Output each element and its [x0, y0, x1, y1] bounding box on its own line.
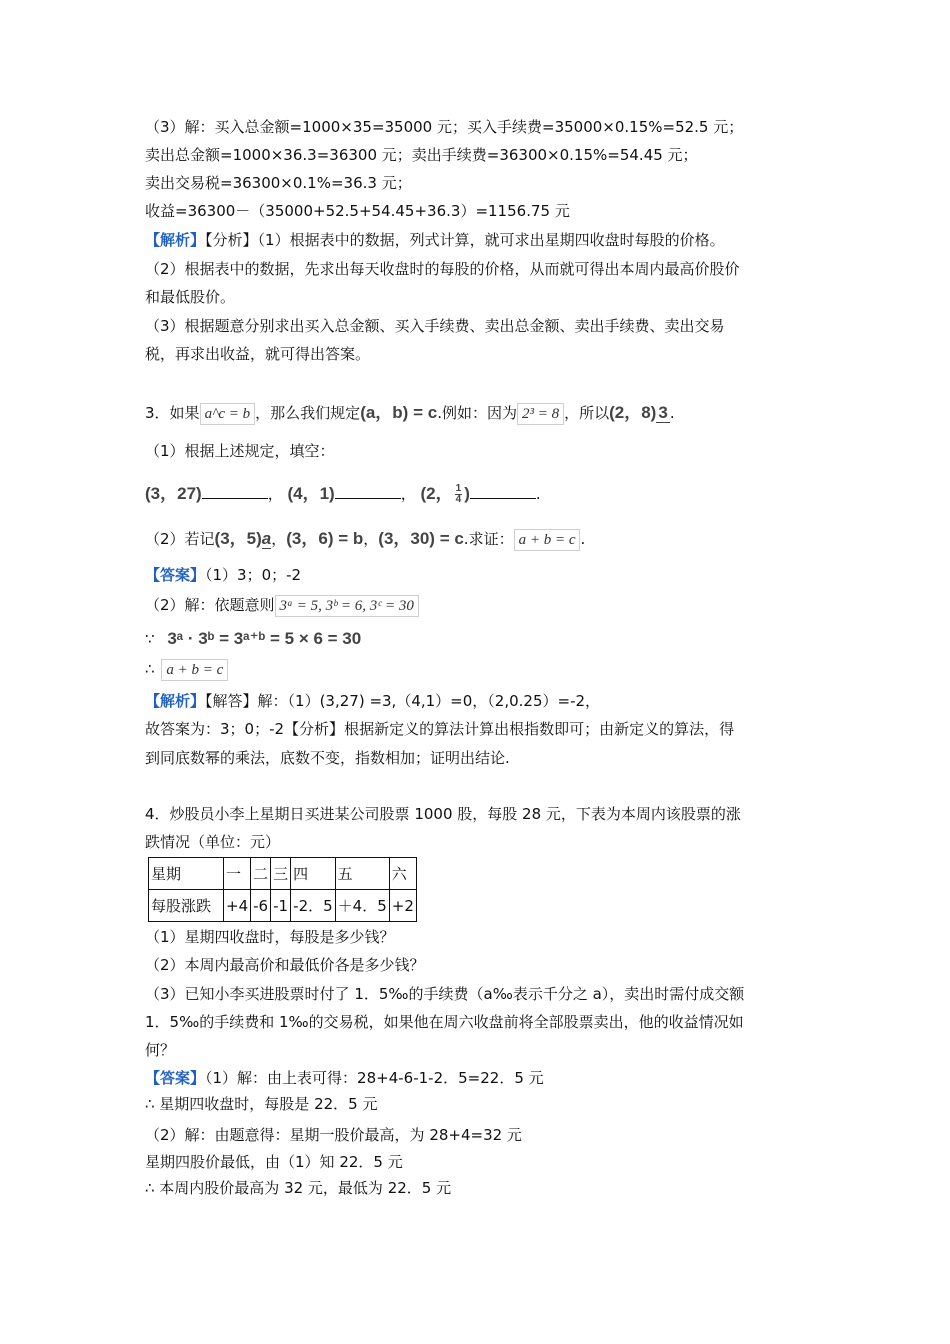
- q3-part2: [145, 526, 585, 552]
- solution-text: （2）解：依题意则: [145, 596, 275, 614]
- analysis-tag: 【解析】: [145, 692, 206, 710]
- comma: ，: [267, 485, 283, 503]
- table-row: [149, 890, 417, 922]
- q3-analysis-line-2: [145, 718, 734, 740]
- answer-blank[interactable]: [335, 484, 401, 499]
- frac-close: ): [464, 484, 470, 503]
- table-cell: -1: [271, 890, 291, 922]
- solve-tag: 【解答】: [205, 692, 258, 710]
- table-header-cell: 三: [271, 858, 291, 890]
- formula-prove: a + b = c: [514, 529, 581, 551]
- q4-answer-2: ∴ 星期四收盘时，每股是 22．5 元: [145, 1095, 378, 1113]
- analysis-text: 故答案为：3；0；-2: [145, 720, 285, 738]
- stock-change-table: [148, 857, 417, 922]
- q4-stem-1: [145, 803, 741, 825]
- analysis-line-4: （3）根据题意分别求出买入总金额、买入手续费、卖出总金额、卖出手续费、卖出交易: [145, 317, 725, 335]
- q3-part2-text: （2）若记: [145, 530, 215, 548]
- q3-solution-2: [145, 594, 419, 617]
- analysis-line-1: [145, 229, 725, 251]
- comma: ，: [400, 485, 416, 503]
- because-symbol: ∵: [145, 630, 155, 648]
- comma: ，: [271, 530, 287, 548]
- frac-den: 4: [455, 494, 462, 506]
- formula-3-30: (3，30) = c: [378, 529, 464, 548]
- dot: .: [580, 530, 586, 548]
- answer-text: （1）解：由上表可得：28+4-6-1-2．5=22．5 元: [205, 1069, 544, 1087]
- fraction-one-quarter: [455, 484, 463, 505]
- q4-stem-2: 跌情况（单位：元）: [145, 833, 281, 851]
- analysis-tag: 【解析】: [145, 231, 206, 249]
- frac-open: (2，: [420, 484, 453, 503]
- q4-part3-line-2: 1．5‰的手续费和 1‰的交易税，如果他在周六收盘前将全部股票卖出，他的收益情况如: [145, 1013, 744, 1031]
- formula-2-8: (2，8): [609, 403, 657, 422]
- analysis-line-5: 税，再求出收益，就可得出答案。: [145, 345, 371, 363]
- q3-text: .例如：因为: [437, 404, 517, 422]
- analysis-line-3: 和最低股价。: [145, 288, 236, 306]
- table-header-cell: 五: [335, 858, 389, 890]
- table-header-cell: 四: [291, 858, 336, 890]
- answer-tag: 【答案】: [145, 1069, 206, 1087]
- blank-4-1: (4，1): [287, 484, 335, 503]
- formula-conditions: 3ᵃ = 5, 3ᵇ = 6, 3ᶜ = 30: [275, 595, 419, 617]
- formula-3-5: (3，5): [214, 529, 262, 548]
- fenxi-tag: 【分析】: [205, 231, 258, 249]
- comma: ，: [363, 530, 379, 548]
- formula-conclusion: a + b = c: [161, 659, 228, 681]
- q3-analysis-line-1: [145, 690, 600, 712]
- table-row: [149, 858, 417, 890]
- q3-answer: [145, 564, 301, 586]
- q4-answer-3: （2）解：由题意得：星期一股价最高，为 28+4=32 元: [145, 1126, 522, 1144]
- q3-text: ，那么我们规定: [255, 404, 361, 422]
- q4-answer-4: 星期四股价最低，由（1）知 22．5 元: [145, 1153, 403, 1171]
- q3-number: 3．: [145, 404, 170, 422]
- table-cell: -6: [251, 890, 271, 922]
- solution-line-4: 收益=36300－（35000+52.5+54.45+36.3）=1156.75 元: [145, 202, 570, 220]
- q3-fill-blanks: [145, 482, 541, 506]
- table-header-cell: 二: [251, 858, 271, 890]
- formula-3-6: (3，6) = b: [286, 529, 364, 548]
- table-cell: 每股涨跌: [149, 890, 224, 922]
- answer-blank[interactable]: [470, 484, 536, 499]
- blank-2-quarter: [420, 483, 470, 506]
- solution-line-1: （3）解：买入总金额=1000×35=35000 元；买入手续费=35000×0.15%=52.5 元；: [145, 118, 744, 136]
- q4-answer-5: ∴ 本周内股价最高为 32 元，最低为 22．5 元: [145, 1179, 452, 1197]
- q3-stem: [145, 402, 675, 425]
- analysis-text: 解：（1）(3,27) =3,（4,1）=0，（2,0.25）=-2，: [257, 692, 601, 710]
- table-header-cell: 六: [389, 858, 416, 890]
- q3-because-line: [145, 626, 361, 652]
- table-cell: +4: [224, 890, 251, 922]
- formula-a-power-c: a^c = b: [200, 403, 256, 425]
- table-header-cell: 一: [224, 858, 251, 890]
- table-header-cell: 星期: [149, 858, 224, 890]
- q3-therefore-line: [145, 658, 228, 681]
- formula-product: 3ᵃ · 3ᵇ = 3ᵃ⁺ᵇ = 5 × 6 = 30: [167, 629, 362, 648]
- q3-part2-text: .求证：: [463, 530, 514, 548]
- q4-answer-1: [145, 1067, 544, 1089]
- answer-tag: 【答案】: [145, 566, 206, 584]
- table-cell: -2．5: [291, 890, 336, 922]
- q4-number: 4．: [145, 805, 170, 823]
- formula-ab-c: (a，b) = c: [360, 403, 438, 422]
- solution-line-2: 卖出总金额=1000×36.3=36300 元；卖出手续费=36300×0.15%=54.45 元；: [145, 146, 698, 164]
- formula-2-8-answer: 3: [658, 403, 668, 422]
- table-cell: +2: [389, 890, 416, 922]
- dot: .: [535, 485, 541, 503]
- fenxi-tag: 【分析】: [284, 720, 345, 738]
- solution-line-3: 卖出交易税=36300×0.1%=36.3 元；: [145, 174, 412, 192]
- q3-analysis-line-3: 到同底数幂的乘法，底数不变，指数相加；证明出结论.: [145, 749, 510, 767]
- formula-3-5-a: a: [261, 529, 272, 548]
- q3-text: ，所以: [564, 404, 610, 422]
- q4-part2: （2）本周内最高价和最低价各是多少钱？: [145, 956, 425, 974]
- q4-part3-line-3: 何？: [145, 1041, 176, 1059]
- therefore-symbol: ∴: [145, 660, 155, 678]
- q3-part1: （1）根据上述规定，填空：: [145, 442, 335, 460]
- q4-text: 炒股员小李上星期日买进某公司股票 1000 股，每股 28 元，下表为本周内该股票的涨: [169, 805, 741, 823]
- q4-part1: （1）星期四收盘时，每股是多少钱？: [145, 928, 395, 946]
- analysis-text-1: （1）根据表中的数据，列式计算，就可求出星期四收盘时每股的价格。: [257, 231, 725, 249]
- q3-text: .: [669, 404, 675, 422]
- frac-num: 1: [455, 483, 462, 495]
- analysis-text: 根据新定义的算法计算出根指数即可；由新定义的算法，得: [344, 720, 735, 738]
- analysis-line-2: （2）根据表中的数据，先求出每天收盘时的每股的价格，从而就可得出本周内最高价股价: [145, 260, 740, 278]
- blank-3-27: (3，27): [145, 484, 202, 503]
- formula-2-cubed: 2³ = 8: [517, 403, 564, 425]
- table-cell: ＋4．5: [335, 890, 389, 922]
- q4-part3-line-1: （3）已知小李买进股票时付了 1．5‰的手续费（a‰表示千分之 a），卖出时需付成交额: [145, 985, 745, 1003]
- q3-text: 如果: [169, 404, 200, 422]
- answer-text: （1）3；0；-2: [205, 566, 302, 584]
- answer-blank[interactable]: [202, 484, 268, 499]
